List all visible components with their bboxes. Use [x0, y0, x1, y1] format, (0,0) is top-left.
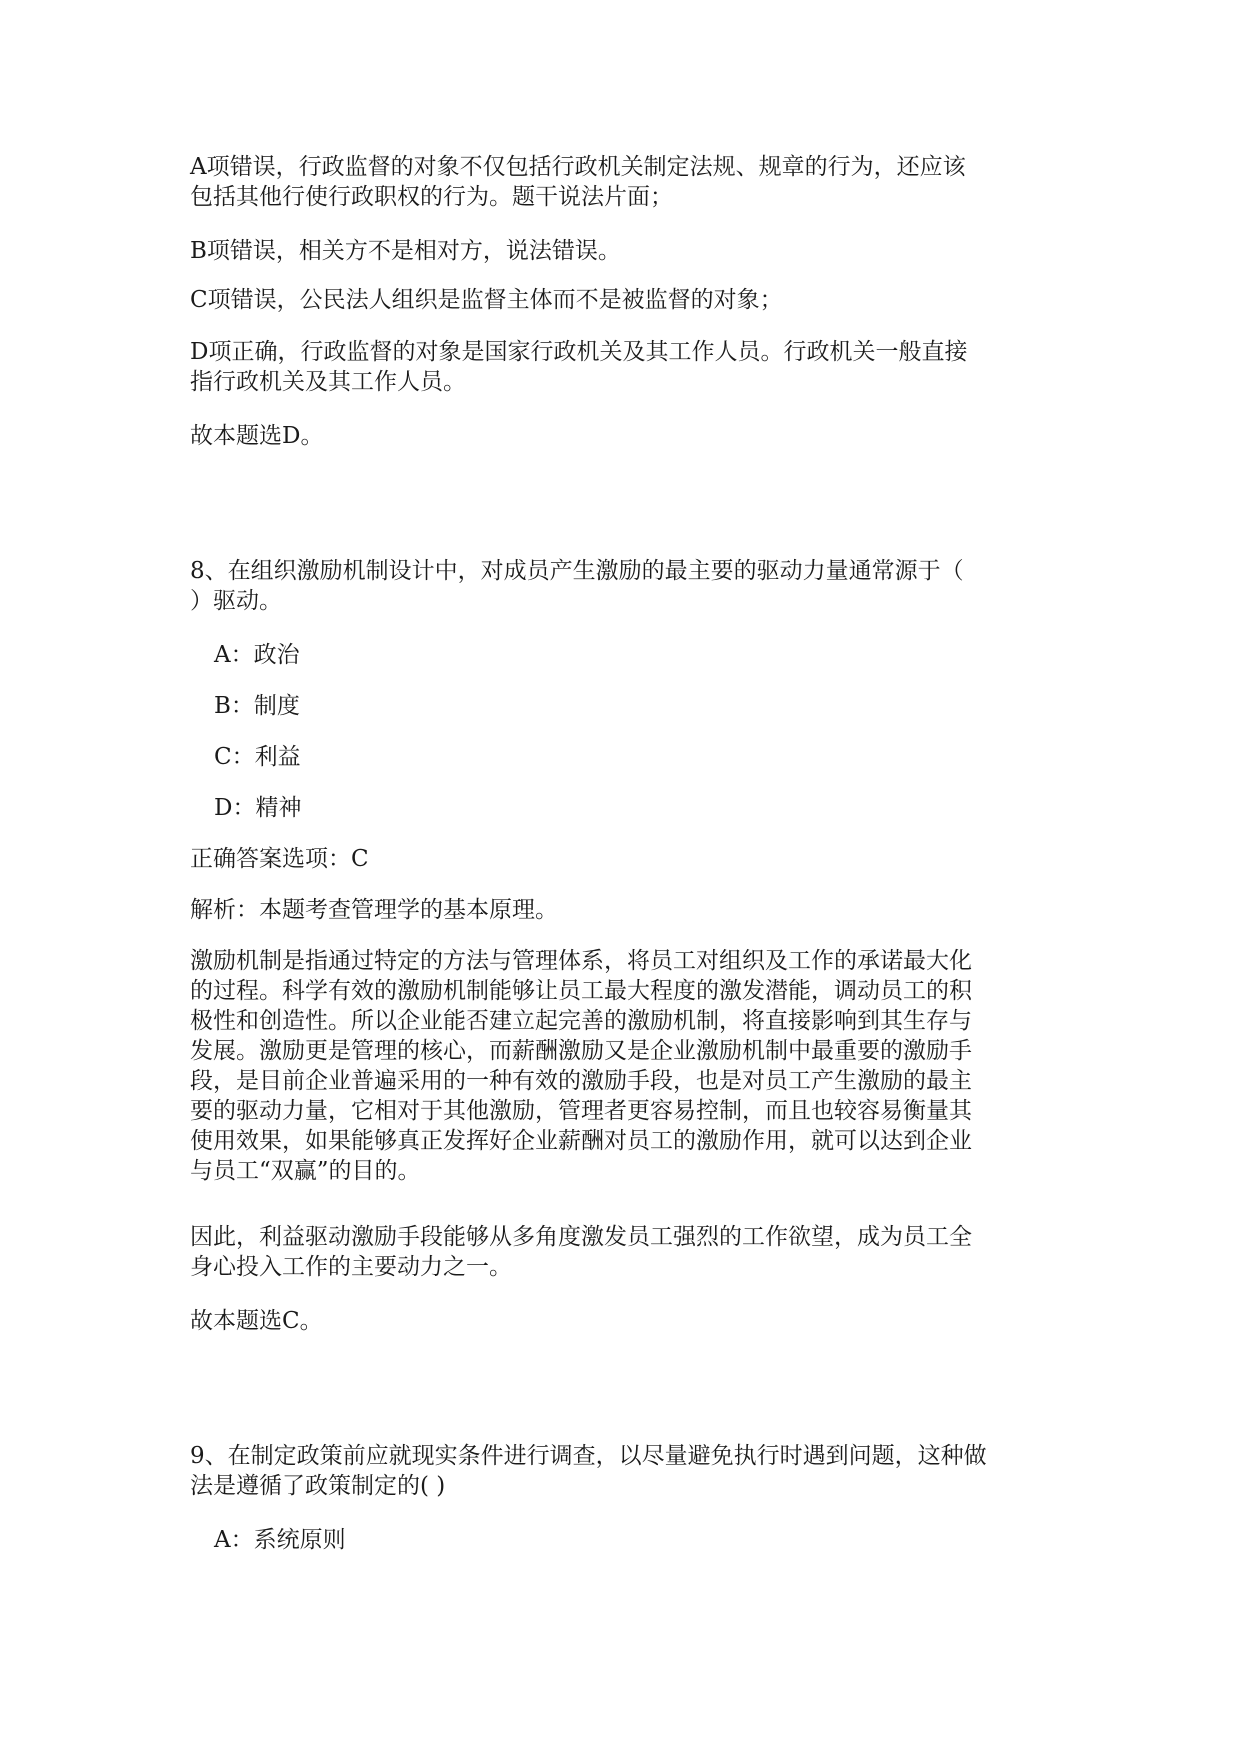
q8-analysis-body [190, 946, 1070, 1186]
q8-analysis-intro: 解析：本题考查管理学的基本原理。 [190, 897, 558, 923]
prev-analysis-item-d [190, 337, 1070, 397]
text-line: 包括其他行使行政职权的行为。题干说法片面； [190, 184, 673, 210]
q9-stem [190, 1441, 1070, 1501]
text-line: 要的驱动力量，它相对于其他激励，管理者更容易控制，而且也较容易衡量其 [190, 1098, 972, 1124]
q8-analysis-reason [190, 1222, 1070, 1282]
text-line: ）驱动。 [190, 588, 282, 614]
q8-stem [190, 556, 1070, 616]
q8-option-b: B：制度 [214, 693, 300, 719]
prev-analysis-conclusion: 故本题选D。 [190, 423, 324, 449]
q9-option-a: A：系统原则 [214, 1527, 346, 1553]
text-line: 8、在组织激励机制设计中，对成员产生激励的最主要的驱动力量通常源于（ [190, 558, 964, 584]
text-line: 激励机制是指通过特定的方法与管理体系，将员工对组织及工作的承诺最大化 [190, 948, 972, 974]
text-line: 法是遵循了政策制定的( ) [190, 1473, 446, 1499]
text-line: 极性和创造性。所以企业能否建立起完善的激励机制，将直接影响到其生存与 [190, 1008, 972, 1034]
q8-conclusion: 故本题选C。 [190, 1308, 323, 1334]
text-line: 指行政机关及其工作人员。 [190, 369, 466, 395]
text-line: A项错误，行政监督的对象不仅包括行政机关制定法规、规章的行为，还应该 [190, 154, 966, 180]
text-line: 9、在制定政策前应就现实条件进行调查，以尽量避免执行时遇到问题，这种做 [190, 1443, 987, 1469]
text-line: 因此，利益驱动激励手段能够从多角度激发员工强烈的工作欲望，成为员工全 [190, 1224, 972, 1250]
text-line: D项正确，行政监督的对象是国家行政机关及其工作人员。行政机关一般直接 [190, 339, 968, 365]
text-line: 段，是目前企业普遍采用的一种有效的激励手段，也是对员工产生激励的最主 [190, 1068, 972, 1094]
q8-answer: 正确答案选项：C [190, 846, 369, 872]
text-line: 使用效果，如果能够真正发挥好企业薪酬对员工的激励作用，就可以达到企业 [190, 1128, 972, 1154]
q8-option-a: A：政治 [214, 642, 300, 668]
text-line: 发展。激励更是管理的核心，而薪酬激励又是企业激励机制中最重要的激励手 [190, 1038, 972, 1064]
q8-option-c: C：利益 [214, 744, 301, 770]
text-line: 身心投入工作的主要动力之一。 [190, 1254, 512, 1280]
text-line: 的过程。科学有效的激励机制能够让员工最大程度的激发潜能，调动员工的积 [190, 978, 972, 1004]
text-line: 与员工“双赢”的目的。 [190, 1158, 421, 1184]
prev-analysis-item-b: B项错误，相关方不是相对方，说法错误。 [190, 238, 621, 264]
prev-analysis-item-c: C项错误，公民法人组织是监督主体而不是被监督的对象； [190, 287, 783, 313]
prev-analysis-item-a [190, 152, 1070, 212]
q8-option-d: D：精神 [214, 795, 302, 821]
